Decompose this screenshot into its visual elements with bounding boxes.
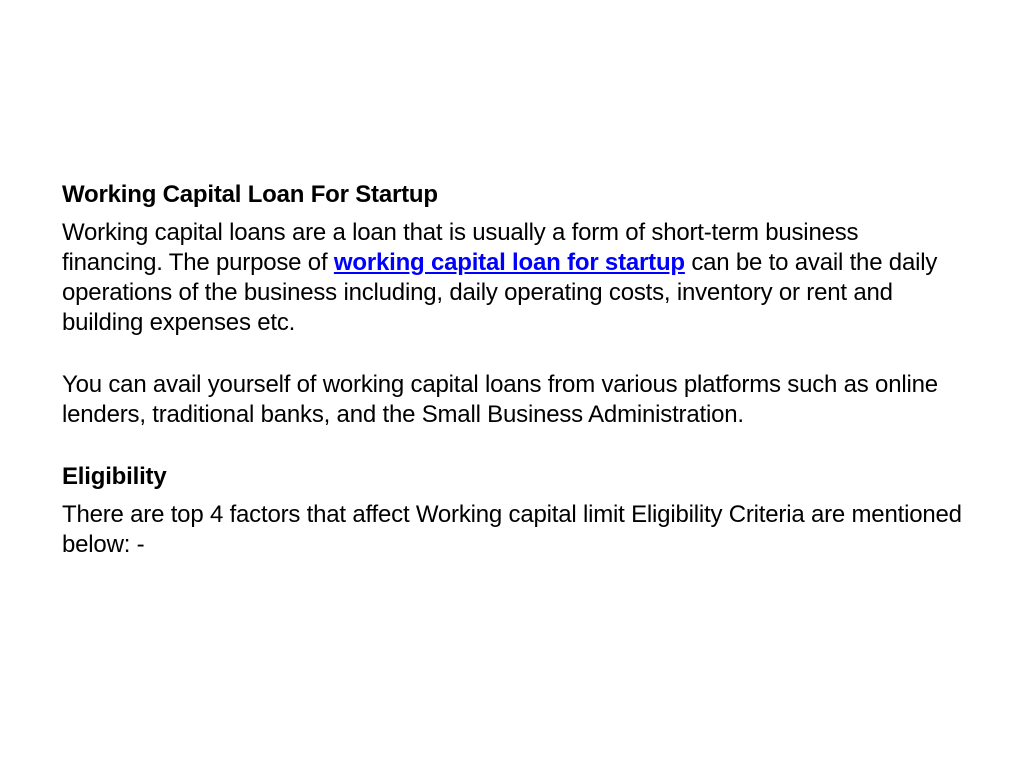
working-capital-loan-link[interactable]: working capital loan for startup [333,249,685,276]
paragraph-platforms: You can avail yourself of working capital loans from various platforms such as online lenders, traditional banks, and the Small Business Administration. [62,371,938,428]
section-heading-working-capital: Working Capital Loan For Startup [62,181,438,208]
paragraph-text: can be to avail the daily operations of the business including, daily operating costs, inventory or rent and building expenses etc. [62,249,938,336]
paragraph-text: Working capital loans are a loan that is usually a form of short-term business financing. The purpose of [62,219,859,276]
slide-content [62,180,962,560]
paragraph-eligibility-factors: There are top 4 factors that affect Working capital limit Eligibility Criteria are mentioned below: - [62,501,962,558]
paragraph-definition [62,218,962,338]
section-heading-eligibility: Eligibility [62,463,167,490]
